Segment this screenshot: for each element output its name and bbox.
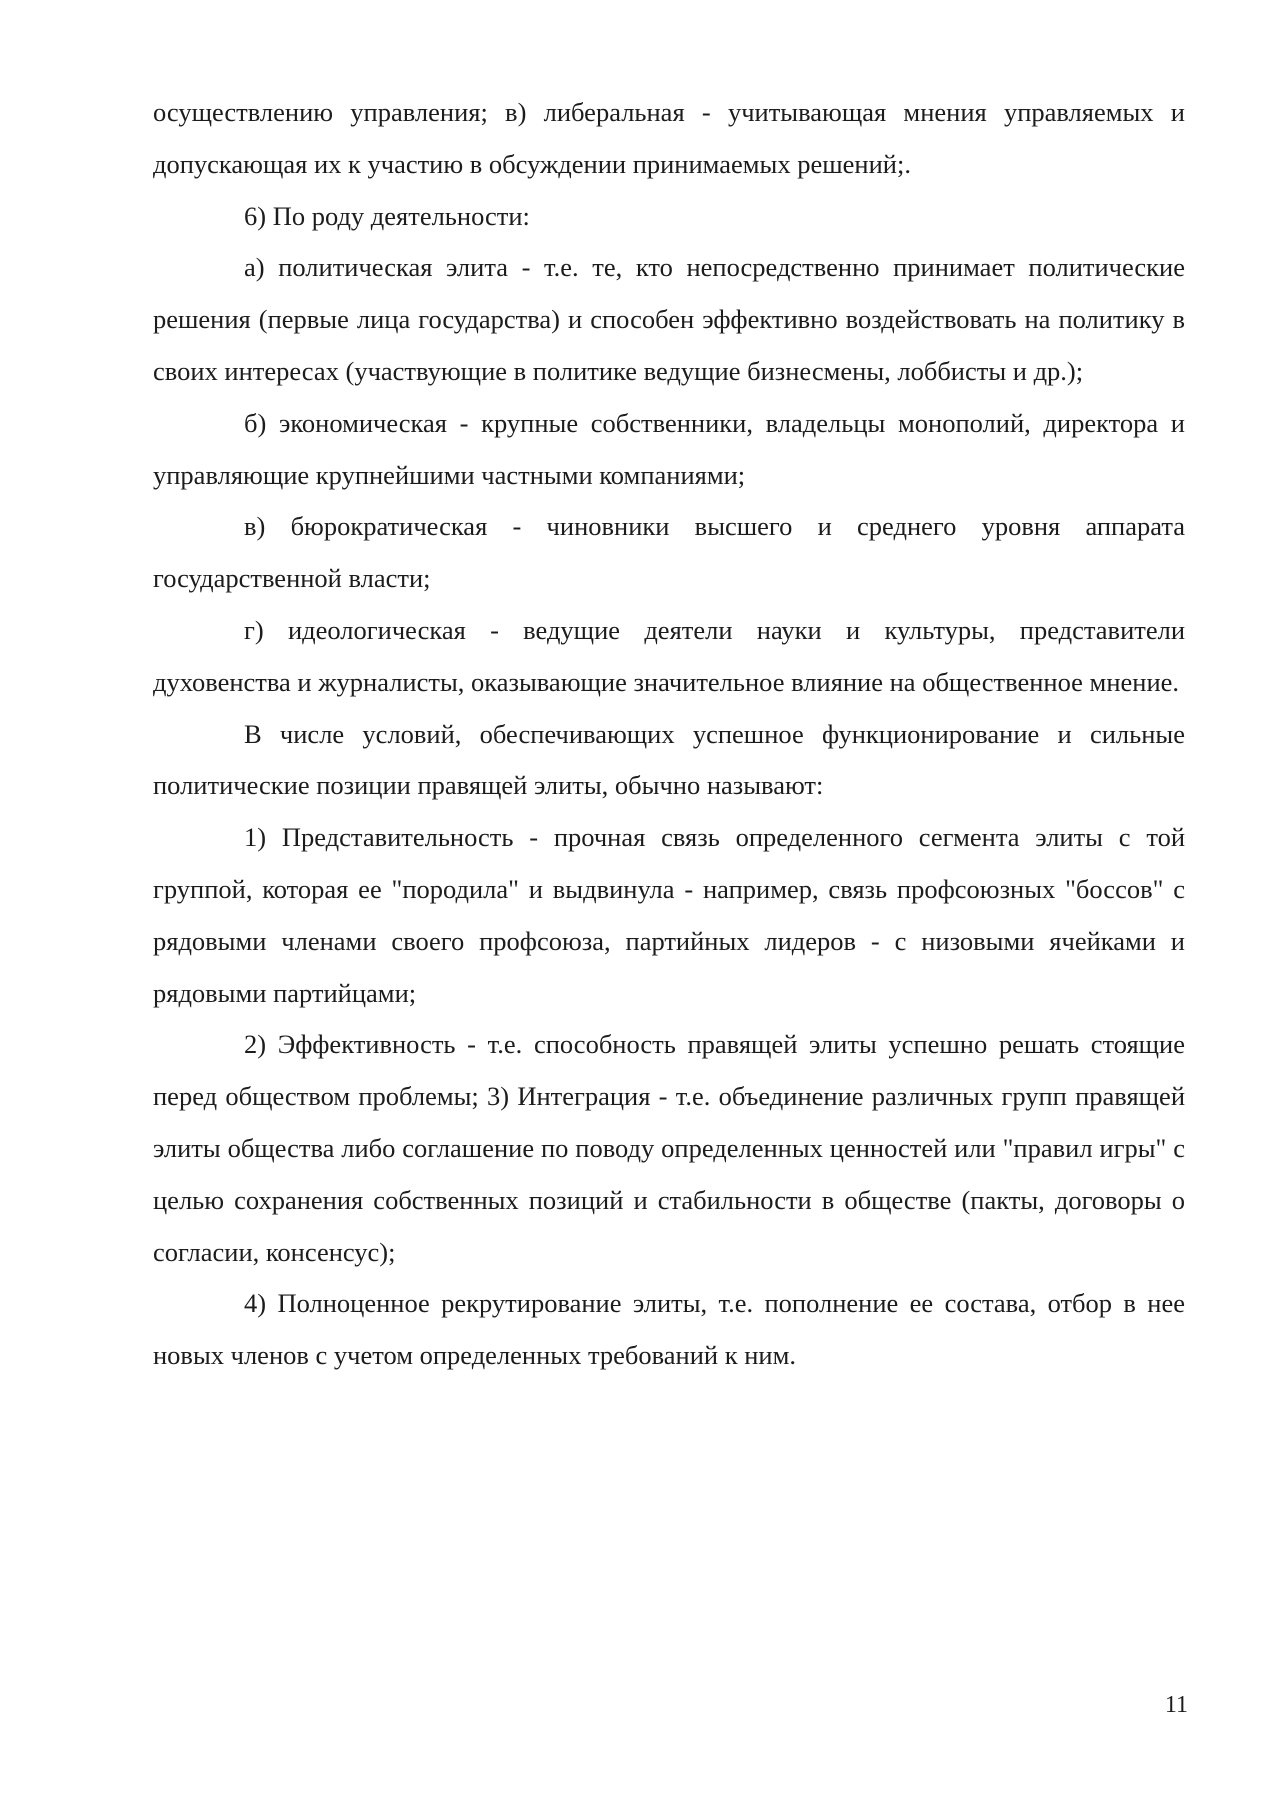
paragraph-effectiveness-integration: 2) Эффективность - т.е. способность правящей элиты успешно решать стоящие перед обществом проблемы; 3) Интеграция - т.е. объединение различных групп правящей элиты общества либо соглашение по поводу определенных ценностей или "правил игры" с целью сохранения собственных позиций и стабильности в обществе (пакты, договоры о согласии, консенсус); <box>153 1029 1185 1267</box>
paragraph-by-activity-heading: 6) По роду деятельности: <box>244 200 530 231</box>
paragraph-bureaucratic-elite: в) бюрократическая - чиновники высшего и среднего уровня аппарата государственной власти; <box>153 511 1185 594</box>
page-number: 11 <box>1164 1692 1188 1718</box>
paragraph-ideological-elite: г) идеологическая - ведущие деятели науки и культуры, представители духовенства и журналисты, оказывающие значительное влияние на общественное мнение. <box>153 614 1185 697</box>
document-body <box>153 87 1185 1382</box>
paragraph-representativeness: 1) Представительность - прочная связь определенного сегмента элиты с той группой, которая ее "породила" и выдвинула - например, связь профсоюзных "боссов" с рядовыми членами своего профсоюза, партийных лидеров - с низовыми ячейками и рядовыми партийцами; <box>153 822 1185 1008</box>
paragraph-conditions-intro: В числе условий, обеспечивающих успешное функционирование и сильные политические позиции правящей элиты, обычно называют: <box>153 718 1185 801</box>
paragraph-political-elite: а) политическая элита - т.е. те, кто непосредственно принимает политические решения (первые лица государства) и способен эффективно воздействовать на политику в своих интересах (участвующие в политике ведущие бизнесмены, лоббисты и др.); <box>153 252 1185 386</box>
paragraph-recruitment: 4) Полноценное рекрутирование элиты, т.е. пополнение ее состава, отбор в нее новых членов с учетом определенных требований к ним. <box>153 1288 1185 1371</box>
paragraph-liberal-elite: осуществлению управления; в) либеральная - учитывающая мнения управляемых и допускающая их к участию в обсуждении принимаемых решений;. <box>153 97 1185 179</box>
paragraph-economic-elite: б) экономическая - крупные собственники, владельцы монополий, директора и управляющие крупнейшими частными компаниями; <box>153 407 1185 490</box>
